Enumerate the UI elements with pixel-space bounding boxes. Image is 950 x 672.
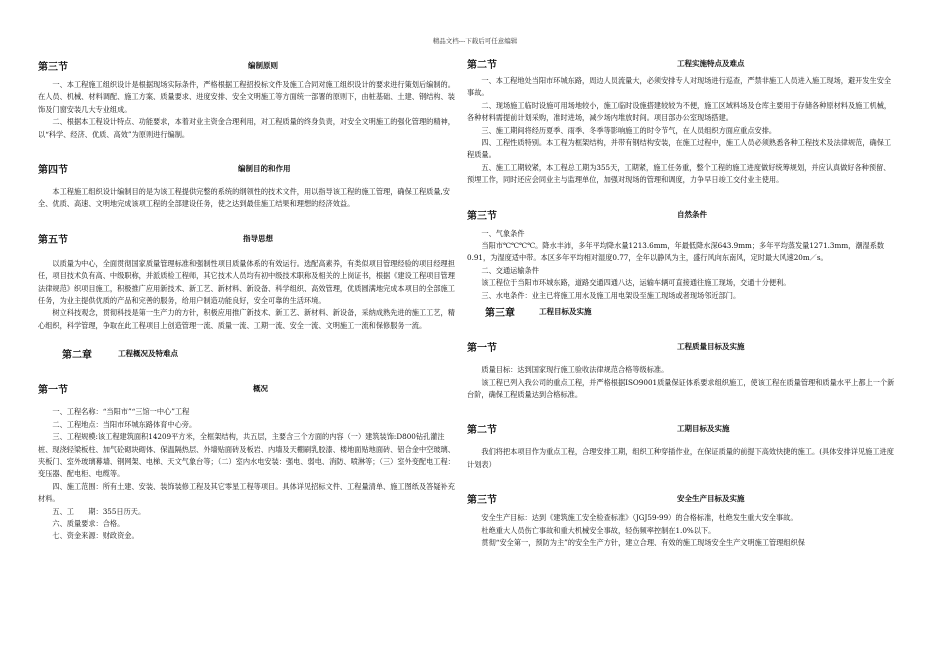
paragraph: 一、工程名称：“当阳市”“三馆一中心”工程 [52, 407, 190, 417]
paragraph: 一、本工程施工组织设计是根据现场实际条件，严格根据工程招投标文件及施工合同对施工组织设计的要求进行策划后编制的。在人员、机械、材料调配、施工方案、质量要求、进度安排、安全文明施工等方面统一部署的原则下，由桩基础、土建、钢结构、装饰及门窗安装几大专业组成。 [38, 80, 455, 114]
paragraph: 四、施工范围：所有土建、安装、装饰装修工程及其它零星工程等项目。具体详见招标文件、工程量清单、施工图纸及答疑补充材料。 [38, 481, 455, 504]
chapter-heading [38, 346, 458, 361]
paragraph: 以质量为中心，全面贯彻国家质量管理标准和强制性项目质量体系的有效运行。选配高素养，有类似项目管理经验的项目经理担任，项目技术负有高、中级职称，并派质检工程师，其它技术人员均有初中级技术职称及相关的上岗证书，根据《建设工程项目管理法律规范》织项目施工，积极推广应用新技术、新工艺、新材料、新设备、科学组织、高效管理，优质圆满地完成本项目的全部施工任务，为业主提供优质的产品和完善的服务，给用户制造功能良好，安全可靠的生活环境。 [38, 258, 455, 306]
section-title: 编制目的和作用 [238, 164, 291, 174]
section-heading [467, 207, 897, 222]
section-heading [467, 491, 897, 506]
paragraph: 安全生产目标：达到《建筑施工安全检查标准》（JGJ59-99）的合格标准，杜绝发生重大安全事故。 [481, 513, 798, 523]
paragraph: 七、资金来源：财政资金。 [52, 531, 139, 541]
paragraph: 质量目标：达到国家现行施工验收法律规范合格等级标准。 [481, 365, 669, 375]
paragraph: 我们将把本项目作为重点工程，合理安排工期，组织工种穿插作业，在保证质量的前提下高效快捷的施工。(具体安排详见施工进度计划表） [467, 447, 894, 469]
chapter-heading [467, 304, 897, 319]
paragraph: 贯彻“安全第一，预防为主”的安全生产方针，建立合理、有效的施工现场安全生产文明施工管理组织保 [481, 537, 805, 547]
section-heading [467, 339, 897, 354]
chapter-title: 工程目标及实施 [539, 307, 592, 317]
chapter-title: 工程概况及特难点 [118, 349, 178, 359]
section-heading [38, 161, 458, 176]
paragraph: 三、施工期间将经历夏季、雨季、冬季等影响施工的时令节气，在人员组织方面应重点安排。 [481, 125, 777, 135]
paragraph: 该工程位于当阳市环城东路，道路交通四通八达，运输车辆可直接通往施工现场，交通十分便利。 [481, 278, 791, 288]
paragraph: 该工程已列入我公司的重点工程，并严格根据ISO9001质量保证体系要求组织施工，使该工程在质量管理和质量水平上都上一个新台阶，确保工程质量达到合格标准。 [467, 377, 895, 399]
section-number: 第四节 [38, 165, 68, 177]
section-heading [38, 231, 458, 246]
section-heading [467, 56, 897, 71]
paragraph: 三、水电条件：业主已将施工用水及施工用电架设至施工现场或者现场邻近部门。 [481, 290, 741, 300]
section-heading [38, 381, 458, 396]
section-title: 编制原则 [248, 61, 278, 70]
section-heading [467, 421, 897, 436]
section-title: 指导思想 [243, 233, 273, 243]
chapter-number: 第二章 [62, 350, 92, 362]
section-number: 第三节 [467, 210, 497, 222]
chapter-number: 第三章 [485, 308, 515, 320]
section-number: 第三节 [38, 62, 68, 73]
paragraph: 二、根据本工程设计特点、功能要求，本着对业主资金合理利用，对工程质量的终身负责，对安全文明施工的强化管理的精神，以“科学、经济、优质、高效”为原则进行编制。 [38, 117, 455, 139]
paragraph: 六、质量要求：合格。 [52, 518, 125, 528]
section-title: 概况 [253, 384, 268, 394]
paragraph: 二、工程地点：当阳市环城东路体育中心旁。 [52, 419, 197, 429]
section-number: 第三节 [467, 495, 497, 507]
section-title: 自然条件 [677, 209, 707, 219]
paragraph: 五、施工工期较紧，本工程总工期为355天，工期紧，施工任务重，整个工程的施工进度做好统筹规划，并应认真做好各种预留、预埋工作，同时还应会同业主与监理单位，加强对现场的管理和调度，力争早日竣工交付业主使用。 [467, 162, 891, 185]
paragraph: 一、本工程地处当阳市环城东路，周边人员流量大，必须安排专人对现场进行巡查，严禁非施工人员进入施工现场，避开发生安全事故。 [467, 76, 892, 98]
right-column [467, 52, 897, 549]
paragraph: 二、交通运输条件 [481, 265, 539, 275]
section-number: 第五节 [38, 234, 68, 246]
paragraph: 当阳市℃℃℃℃。降水丰沛，多年平均降水量1213.6mm，年最低降水深643.9mm；多年平均蒸发量1271.3mm，潮湿系数0.91，为湿度适中带。本区多年平均相对湿度0.77，全年以静风为主，盛行风向东南风，定时最大风速20m／s。 [467, 241, 885, 263]
paragraph: 本工程施工组织设计编制目的是为该工程提供完整的系统的纲领性的技术文件，用以指导该工程的施工管理，确保工程质量,安全、优质、高速、文明地完成该项工程的全部建设任务，使之达到最佳施工结果和理想的经济效益。 [38, 187, 450, 209]
paragraph: 杜绝重大人员伤亡事故和重大机械安全事故，轻伤频率控制在1.0%以下。 [481, 525, 716, 535]
section-number: 第二节 [467, 60, 497, 71]
paragraph: 四、工程性质特别。本工程为框架结构，并带有钢结构安装，在施工过程中，施工人员必须熟悉各种工程技术及法律规范，确保工程质量。 [467, 138, 892, 160]
paragraph: 一、气象条件 [481, 228, 525, 238]
paragraph: 二、现场施工临时设施可用场地较小，施工临时设施搭建较较为不便，施工区域料场及仓库主要用于存储各种原材料及施工机械，各种材料需提前计划采购，准时进场，减少场内堆放时间。项目部办公室现场搭建。 [467, 100, 892, 123]
section-title: 工期目标及实施 [677, 424, 730, 434]
section-number: 第二节 [467, 425, 497, 437]
section-title: 工程实施特点及难点 [677, 59, 745, 68]
paragraph: 树立科技观念，贯彻科技是第一生产力的方针，积极应用推广新技术、新工艺、新材料、新设备，采纳成熟先进的施工工艺，精心组织，科学管理，争取在此工程项目上创造管理一流、质量一流、工期一流、安全一流、文明施工一流和保修服务一流。 [38, 308, 455, 330]
left-column [38, 52, 458, 543]
paragraph: 五、工 期：355日历天。 [52, 506, 146, 516]
paragraph: 三、工程规模:该工程建筑面积14209平方米，全框架结构，共五层，主要含三个方面的内容（一）建筑装饰:D800钻孔灌注桩、现浇轻梁板柱、加气砼砌块砌体、保温隔热层、外墙贴面砖及板岩、内墙及天棚刷乳胶漆、楼地面贴地面砖、铝合金中空玻璃、夹板门、室外玻璃幕墙、钢网架、电梯、天文气象台等；（二）室内水电安装：强电、弱电、消防、喷淋等；（三）室外变配电工程：变压器、配电柜、电缆等。 [38, 432, 455, 479]
section-heading [38, 58, 458, 73]
section-number: 第一节 [467, 343, 497, 355]
page-header: 精品文档---下载后可任意编辑 [432, 37, 518, 45]
section-title: 安全生产目标及实施 [677, 494, 745, 504]
section-number: 第一节 [38, 385, 68, 397]
section-title: 工程质量目标及实施 [677, 342, 745, 352]
